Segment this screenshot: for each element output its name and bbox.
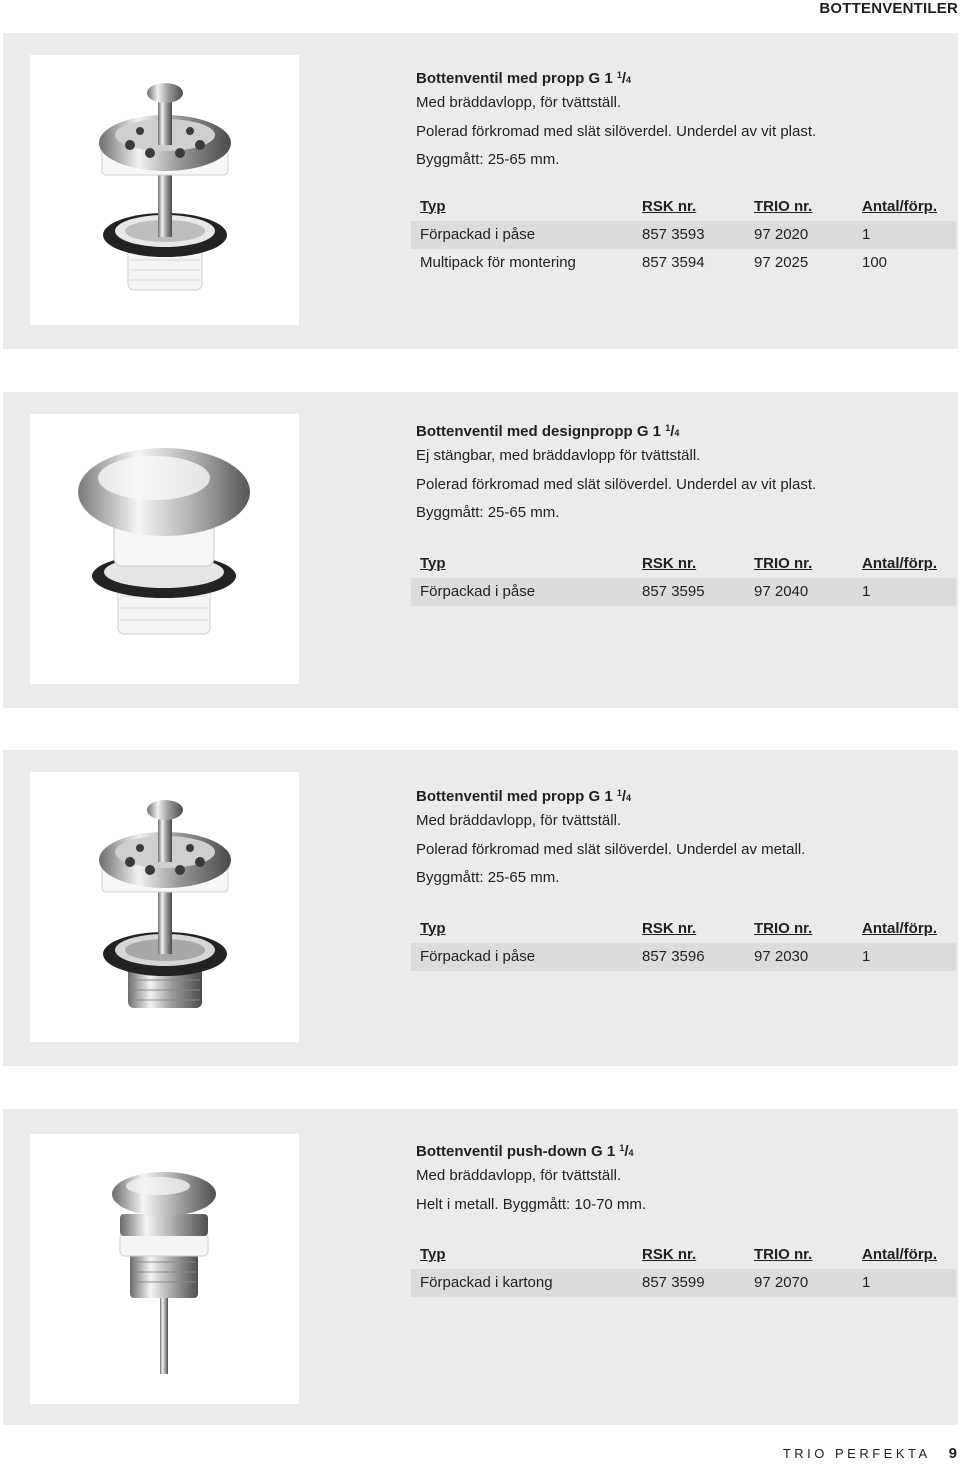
page-footer — [783, 1445, 957, 1462]
column-header-typ: Typ — [420, 1246, 446, 1263]
product-info-2 — [416, 414, 956, 606]
product-card-3 — [3, 750, 958, 1066]
cell-typ: Multipack för montering — [420, 253, 576, 271]
table-header — [416, 1241, 956, 1269]
section-title: BOTTENVENTILER — [819, 0, 958, 17]
column-header-antal: Antal/förp. — [862, 554, 937, 572]
column-header-rsk: RSK nr. — [642, 1246, 697, 1263]
product-title: Bottenventil med propp G 1 $^1$/4 — [416, 70, 632, 87]
column-header-antal: Antal/förp. — [862, 197, 937, 215]
column-header-typ: Typ — [420, 554, 446, 572]
product-description-line: Ej stängbar, med bräddavlopp för tvättställ. — [416, 447, 701, 464]
column-header-typ: Typ — [420, 197, 446, 215]
cell-rsk: 857 3596 — [642, 947, 705, 965]
cell-typ: Förpackad i påse — [420, 947, 536, 965]
cell-trio: 97 2030 — [754, 947, 809, 965]
cell-trio: 97 2070 — [754, 1274, 809, 1291]
cell-antal: 1 — [862, 582, 871, 600]
cell-rsk: 857 3595 — [642, 582, 705, 600]
product-title: Bottenventil med propp G 1 $^1$/4 — [416, 788, 632, 805]
product-image-4 — [30, 1134, 299, 1404]
product-title: Bottenventil push-down G 1 $^1$/4 — [416, 1143, 634, 1160]
column-header-trio: TRIO nr. — [754, 1246, 813, 1263]
product-description-line: Polerad förkromad med slät silöverdel. Underdel av vit plast. — [416, 475, 817, 493]
table-row — [411, 943, 956, 971]
column-header-rsk: RSK nr. — [642, 554, 697, 572]
column-header-rsk: RSK nr. — [642, 197, 697, 215]
cell-rsk: 857 3593 — [642, 225, 705, 243]
product-info-3 — [416, 779, 956, 971]
table-row — [411, 221, 956, 249]
product-description-line: Byggmått: 25-65 mm. — [416, 151, 560, 168]
product-description-line: Helt i metall. Byggmått: 10-70 mm. — [416, 1195, 647, 1213]
product-info-1 — [416, 61, 956, 277]
product-description-line: Byggmått: 25-65 mm. — [416, 504, 560, 521]
product-card-1 — [3, 33, 958, 349]
table-row — [411, 1269, 956, 1297]
table-header — [416, 550, 956, 578]
product-image-1 — [30, 55, 299, 325]
product-card-2 — [3, 392, 958, 708]
product-description-line: Polerad förkromad med slät silöverdel. Underdel av metall. — [416, 840, 806, 858]
cell-typ: Förpackad i påse — [420, 582, 536, 600]
cell-rsk: 857 3599 — [642, 1274, 705, 1291]
cell-typ: Förpackad i påse — [420, 225, 536, 243]
cell-antal: 1 — [862, 225, 871, 243]
cell-trio: 97 2040 — [754, 582, 809, 600]
cell-trio: 97 2020 — [754, 225, 809, 243]
table-header — [416, 193, 956, 221]
push-down-valve-icon — [30, 1134, 299, 1404]
table-row — [411, 249, 956, 277]
column-header-antal: Antal/förp. — [862, 1246, 937, 1263]
product-title: Bottenventil med designpropp G 1 $^1$/4 — [416, 423, 680, 440]
valve-with-design-plug-icon — [30, 414, 299, 684]
valve-with-plug-metal-icon — [30, 772, 299, 1042]
cell-trio: 97 2025 — [754, 253, 809, 271]
table-header — [416, 915, 956, 943]
column-header-trio: TRIO nr. — [754, 919, 813, 937]
cell-antal: 100 — [862, 253, 888, 271]
column-header-typ: Typ — [420, 919, 446, 937]
valve-with-plug-icon — [30, 55, 299, 325]
column-header-rsk: RSK nr. — [642, 919, 697, 937]
product-image-3 — [30, 772, 299, 1042]
cell-rsk: 857 3594 — [642, 253, 705, 271]
cell-typ: Förpackad i kartong — [420, 1274, 553, 1291]
column-header-trio: TRIO nr. — [754, 197, 813, 215]
product-card-4 — [3, 1109, 958, 1425]
product-image-2 — [30, 414, 299, 684]
product-description-line: Med bräddavlopp, för tvättställ. — [416, 1167, 622, 1184]
column-header-trio: TRIO nr. — [754, 554, 813, 572]
column-header-antal: Antal/förp. — [862, 919, 937, 937]
product-description-line: Byggmått: 25-65 mm. — [416, 869, 560, 886]
product-description-line: Med bräddavlopp, för tvättställ. — [416, 94, 622, 111]
product-description-line: Med bräddavlopp, för tvättställ. — [416, 812, 622, 829]
cell-antal: 1 — [862, 1274, 871, 1291]
table-row — [411, 578, 956, 606]
page-number: 9 — [948, 1445, 957, 1462]
product-info-4 — [416, 1134, 956, 1297]
product-description-line: Polerad förkromad med slät silöverdel. Underdel av vit plast. — [416, 122, 817, 140]
brand-name: TRIO PERFEKTA — [782, 1446, 931, 1461]
cell-antal: 1 — [862, 947, 871, 965]
